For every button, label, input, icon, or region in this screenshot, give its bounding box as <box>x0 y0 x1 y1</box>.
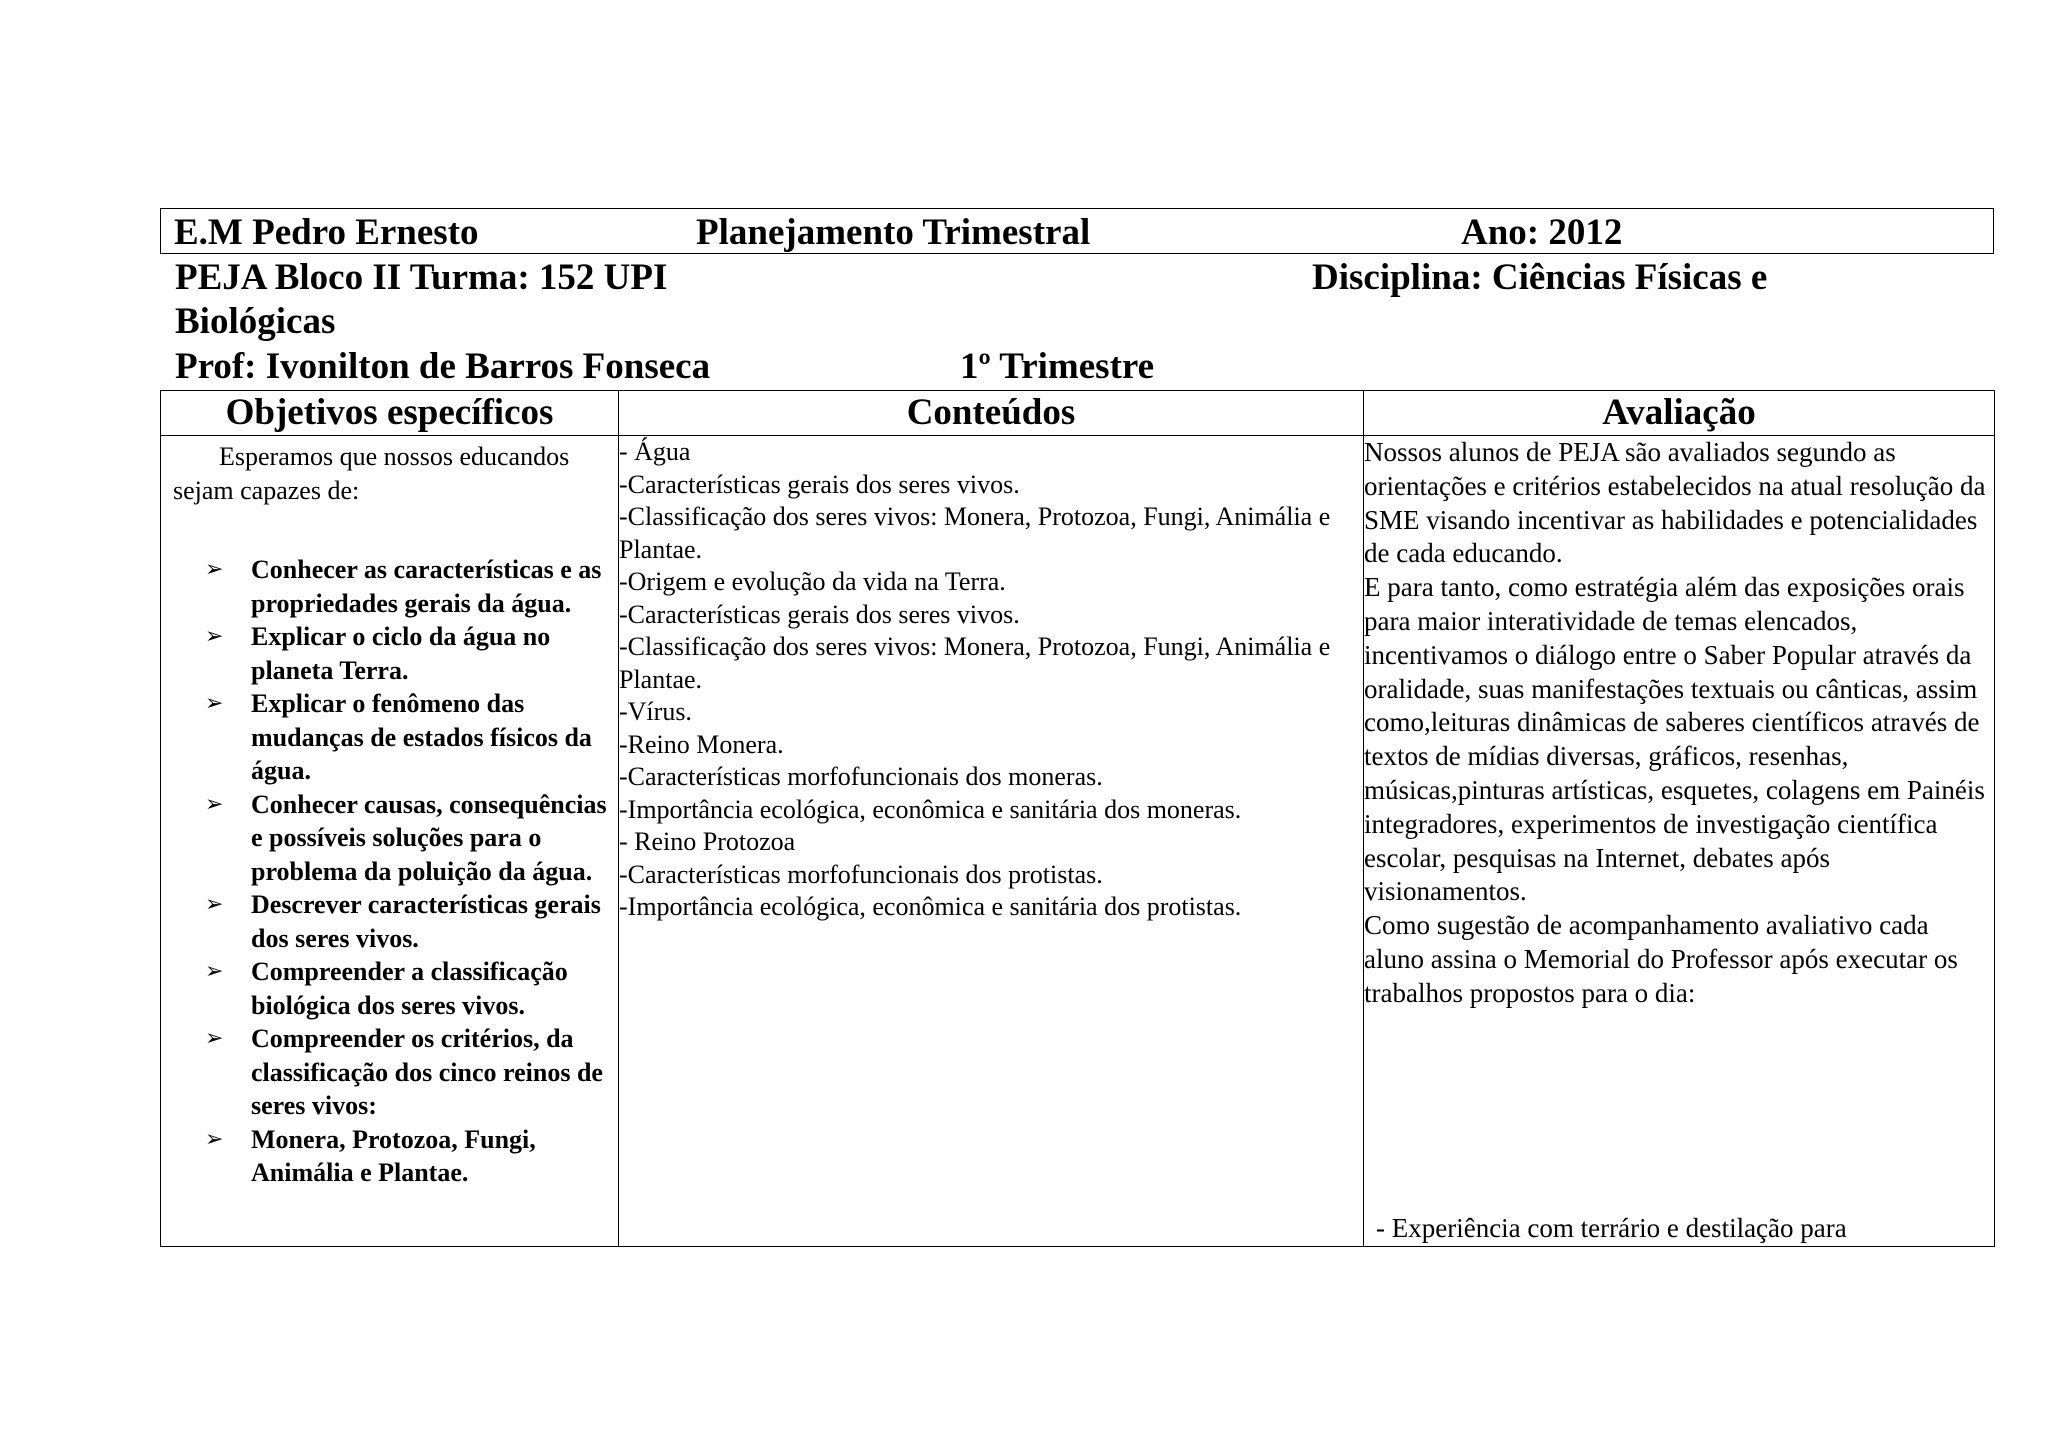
content-item: -Origem e evolução da vida na Terra. <box>619 567 1006 596</box>
objective-text: Conhecer as características e as propriedades gerais da água. <box>251 555 602 618</box>
year: Ano: 2012 <box>1461 212 1623 253</box>
arrow-bullet-icon: ➢ <box>205 557 224 582</box>
evaluation-paragraph: Como sugestão de acompanhamento avaliativo cada aluno assina o Memorial do Professor após executar os trabalhos propostos para o dia: <box>1364 910 1958 1008</box>
objective-item <box>205 553 608 620</box>
content-item: -Classificação dos seres vivos: Monera, Protozoa, Fungi, Animália e Plantae. <box>619 502 1331 564</box>
arrow-bullet-icon: ➢ <box>205 892 224 917</box>
objective-item <box>205 788 608 889</box>
evaluation-footer: - Experiência com terrário e destilação para <box>1376 1213 1847 1244</box>
content-item: -Características morfofuncionais dos moneras. <box>619 762 1103 791</box>
objective-text: Explicar o ciclo da água no planeta Terra. <box>251 622 551 685</box>
arrow-bullet-icon: ➢ <box>205 624 224 649</box>
objective-text: Compreender a classificação biológica dos seres vivos. <box>251 957 568 1020</box>
objective-item <box>205 888 608 955</box>
content-item: -Importância ecológica, econômica e sanitária dos moneras. <box>619 794 1242 824</box>
discipline: Disciplina: Ciências Físicas e <box>1312 257 1768 298</box>
planning-table <box>160 390 1995 1247</box>
evaluation-text <box>1364 436 1994 1011</box>
content-item: -Características gerais dos seres vivos. <box>619 599 1020 629</box>
content-item: -Reino Monera. <box>619 729 784 759</box>
content-item: -Características morfofuncionais dos protistas. <box>619 859 1103 889</box>
discipline-continued: Biológicas <box>175 301 336 342</box>
header-info <box>160 254 1994 390</box>
content-item: - Reino Protozoa <box>619 827 796 856</box>
column-header-contents: Conteúdos <box>619 391 1364 436</box>
column-header-objectives: Objetivos específicos <box>161 391 619 436</box>
evaluation-paragraph: Nossos alunos de PEJA são avaliados segundo as orientações e critérios estabelecidos na atual resolução da SME visando incentivar as habilidades e potencialidades de cada educando. <box>1364 437 1986 569</box>
program-class: PEJA Bloco II Turma: 152 UPI <box>175 257 668 298</box>
title-box <box>160 208 1994 254</box>
objective-text: Conhecer causas, consequências e possíveis soluções para o problema da poluição da água. <box>251 789 607 886</box>
objective-item <box>205 620 608 687</box>
objective-text: Compreender os critérios, da classificação dos cinco reinos de seres vivos: <box>251 1024 603 1120</box>
objectives-cell <box>161 436 619 1247</box>
school-name: E.M Pedro Ernesto <box>174 212 479 253</box>
arrow-bullet-icon: ➢ <box>205 1126 224 1152</box>
objective-item <box>205 955 608 1022</box>
content-item: -Importância ecológica, econômica e sanitária dos protistas. <box>619 892 1242 921</box>
objectives-intro: Esperamos que nossos educandos sejam capazes de: <box>173 442 570 505</box>
objectives-list <box>161 553 618 1190</box>
trimester: 1º Trimestre <box>960 346 1155 387</box>
objective-text: Descrever características gerais dos seres vivos. <box>251 890 601 953</box>
content-item: -Classificação dos seres vivos: Monera, Protozoa, Fungi, Animália e Plantae. <box>619 632 1331 694</box>
content-item: - Água <box>619 437 691 466</box>
column-header-evaluation: Avaliação <box>1364 391 1995 436</box>
content-item: -Características gerais dos seres vivos. <box>619 469 1020 499</box>
evaluation-paragraph: E para tanto, como estratégia além das exposições orais para maior interatividade de temas elencados, incentivamos o diálogo entre o Saber Popular através da oralidade, suas manifestações textuais ou cânticas, assim como,leituras dinâmicas de saberes científicos através de textos de mídias diversas, gráficos, resenhas, músicas,pinturas artísticas, esquetes, colagens em Painéis integradores, experimentos de investigação científica escolar, pesquisas na Internet, debates após visionamentos. <box>1364 572 1985 907</box>
arrow-bullet-icon: ➢ <box>205 1026 224 1051</box>
content-item: -Vírus. <box>619 697 692 726</box>
contents-cell <box>619 436 1364 1247</box>
arrow-bullet-icon: ➢ <box>205 791 224 817</box>
objective-item <box>205 1022 608 1123</box>
planning-document <box>160 208 1994 1247</box>
objective-text: Explicar o fenômeno das mudanças de estados físicos da água. <box>251 689 592 785</box>
arrow-bullet-icon: ➢ <box>205 959 224 984</box>
arrow-bullet-icon: ➢ <box>205 691 224 716</box>
teacher: Prof: Ivonilton de Barros Fonseca <box>175 346 711 387</box>
document-title: Planejamento Trimestral <box>696 212 1091 253</box>
evaluation-cell <box>1364 436 1995 1247</box>
objective-item <box>205 687 608 788</box>
objective-text: Monera, Protozoa, Fungi, Animália e Plantae. <box>251 1124 536 1187</box>
objective-item <box>205 1123 608 1190</box>
